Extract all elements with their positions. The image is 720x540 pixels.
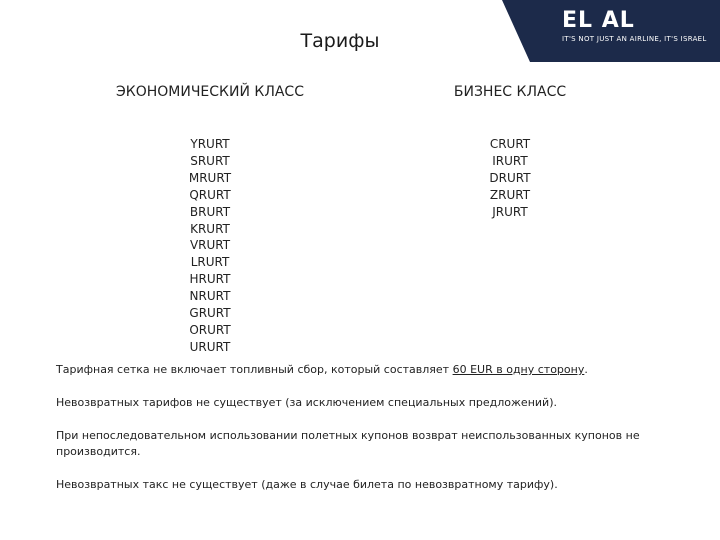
logo-tagline: IT'S NOT JUST AN AIRLINE, IT'S ISRAEL [562,35,707,43]
fare-code: ZRURT [489,187,531,202]
business-fare-list [460,136,560,221]
fare-code: HRURT [189,272,231,287]
fare-code: VRURT [189,238,231,253]
note-nonrefundable-taxes: Невозвратных такс не существует (даже в случае билета по невозвратному тарифу). [56,478,558,491]
fare-code: CRURT [489,137,531,151]
fare-code: YRURT [190,137,230,151]
fare-code: ORURT [189,322,231,337]
economy-heading: ЭКОНОМИЧЕСКИЙ КЛАСС [116,84,304,100]
fare-notes [56,362,666,510]
fare-code: URURT [189,339,231,354]
note-coupon-usage: При непоследовательном использовании полетных купонов возврат неиспользованных купонов не производится. [56,429,640,458]
fare-code: GRURT [189,306,231,321]
note-fuel-surcharge [56,362,666,378]
fare-code: NRURT [189,289,231,304]
fare-code: DRURT [489,170,531,185]
fare-code: JRURT [492,204,528,219]
logo-wordmark: EL AL [562,8,635,33]
fare-code: LRURT [190,255,230,270]
note-text: Тарифная сетка не включает топливный сбор, который составляет [56,363,453,376]
fare-code: QRURT [189,187,231,202]
note-text: . [584,363,588,376]
economy-fare-list [160,136,260,356]
note-nonrefundable-fares: Невозвратных тарифов не существует (за исключением специальных предложений). [56,396,557,409]
fare-code: KRURT [190,221,230,236]
fare-code: MRURT [188,170,232,185]
fuel-surcharge-amount: 60 EUR в одну сторону [452,363,585,376]
fare-code: IRURT [492,153,528,168]
page-title: Тарифы [300,30,380,52]
business-heading: БИЗНЕС КЛАСС [453,84,567,100]
fare-code: BRURT [189,204,231,219]
fare-code: SRURT [190,153,230,168]
